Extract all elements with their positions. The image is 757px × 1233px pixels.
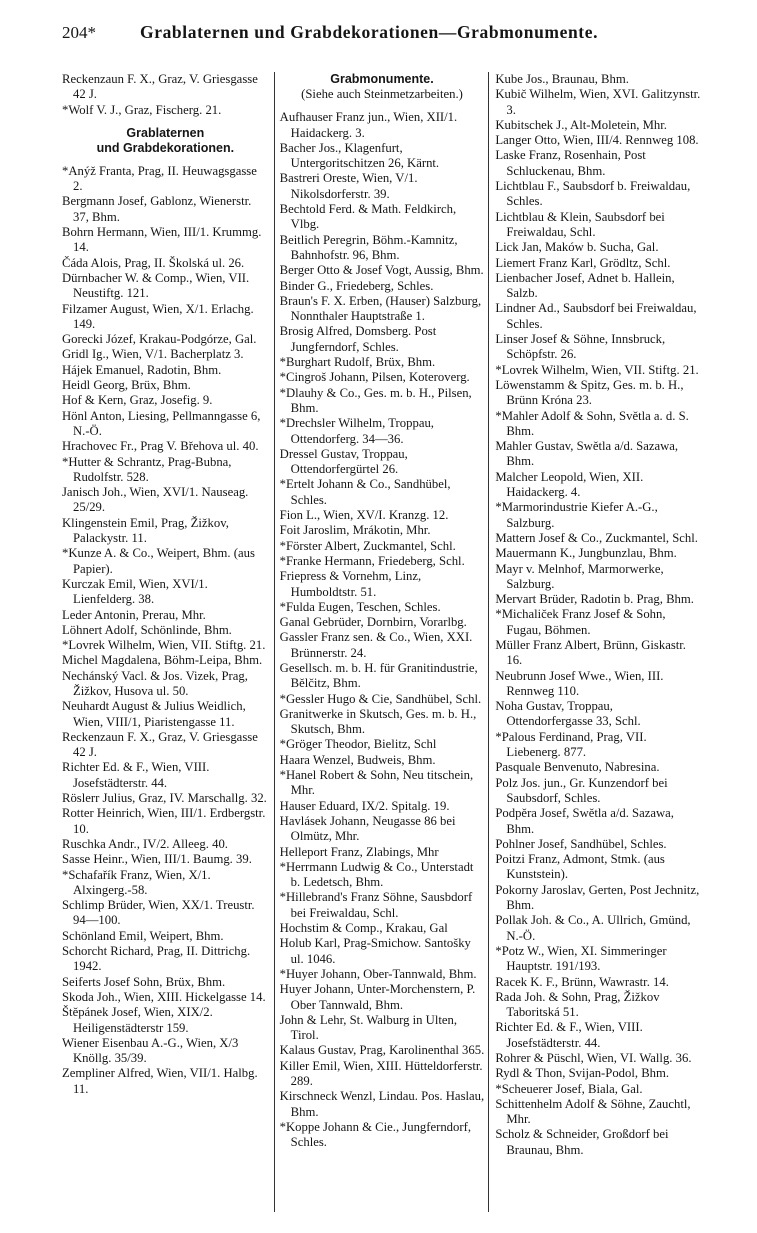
directory-entry: *Wolf V. J., Graz, Fischerg. 21.	[62, 102, 222, 117]
directory-entry: Seiferts Josef Sohn, Brüx, Bhm.	[62, 974, 226, 989]
directory-entry: *Schafařík Franz, Wien, X/1. Alxingerg.-58.	[62, 867, 211, 897]
directory-entry: Zempliner Alfred, Wien, VII/1. Halbg. 11.	[62, 1066, 258, 1096]
directory-entry: Pollak Joh. & Co., A. Ullrich, Gmünd, N.-Ö.	[495, 913, 691, 943]
directory-entry: Gassler Franz sen. & Co., Wien, XXI. Brünnerstr. 24.	[279, 630, 473, 660]
directory-entry: Gesellsch. m. b. H. für Granitindustrie, Bělčitz, Bhm.	[279, 660, 478, 691]
directory-entry: Richter Ed. & F., Wien, VIII. Josefstädterstr. 44.	[495, 1020, 643, 1050]
directory-entry: Löhnert Adolf, Schönlinde, Bhm.	[62, 622, 232, 637]
directory-entry: Kirschneck Wenzl, Lindau. Pos. Haslau, Bhm.	[279, 1089, 485, 1119]
directory-entry: Rada Joh. & Sohn, Prag, Žižkov Taboritská 51.	[495, 989, 660, 1020]
directory-entry: Kubič Wilhelm, Wien, XVI. Galitzynstr. 3.	[495, 87, 701, 117]
directory-entry: *Lovrek Wilhelm, Wien, VII. Stiftg. 21.	[62, 638, 266, 653]
directory-entry: Gridl Ig., Wien, V/1. Bacherplatz 3.	[62, 347, 244, 362]
directory-entry: Bohrn Hermann, Wien, III/1. Krummg. 14.	[62, 225, 262, 255]
right-column	[495, 72, 702, 1212]
directory-entry: Nechánský Vacl. & Jos. Vizek, Prag, Žižkov, Husova ul. 50.	[62, 668, 248, 698]
page-title: Grablaternen und Grabdekorationen—Grabmonumente.	[140, 22, 599, 42]
directory-entry: Liemert Franz Karl, Grödltz, Schl.	[495, 255, 671, 270]
directory-entry: *Potz W., Wien, XI. Simmeringer Hauptstr. 191/193.	[495, 943, 667, 974]
left-column	[62, 72, 269, 1212]
directory-entry: Bechtold Ferd. & Math. Feldkirch, Vlbg.	[279, 202, 457, 232]
directory-entry: Mervart Brüder, Radotin b. Prag, Bhm.	[495, 592, 694, 607]
section-heading-grabmonumente: Grabmonumente.	[330, 72, 434, 86]
directory-entry: Schlimp Brüder, Wien, XX/1. Treustr. 94—100.	[62, 898, 255, 928]
directory-entry: Michel Magdalena, Böhm-Leipa, Bhm.	[62, 653, 263, 668]
section-heading-grabdekorationen: und Grabdekorationen.	[96, 140, 235, 155]
directory-entry: Foit Jaroslim, Mrákotin, Mhr.	[279, 523, 431, 538]
directory-entry: Holub Karl, Prag-Smichow. Santošky ul. 1046.	[279, 936, 471, 966]
section-heading-grablaternen: Grablaternen	[126, 125, 205, 140]
directory-entry: Scholz & Schneider, Großdorf bei Braunau, Bhm.	[495, 1127, 669, 1157]
directory-entry: Rydl & Thon, Svijan-Podol, Bhm.	[495, 1066, 670, 1081]
directory-entry: Pokorny Jaroslav, Gerten, Post Jechnitz, Bhm.	[495, 882, 700, 913]
directory-entry: Mauermann K., Jungbunzlau, Bhm.	[495, 546, 677, 561]
directory-entry: Berger Otto & Josef Vogt, Aussig, Bhm.	[279, 263, 484, 278]
directory-entry: *Gessler Hugo & Cie, Sandhübel, Schl.	[279, 691, 482, 706]
columns	[62, 72, 702, 1212]
directory-entry: Beitlich Peregrin, Böhm.-Kamnitz, Bahnhofstr. 96, Bhm.	[279, 232, 458, 262]
directory-entry: Bergmann Josef, Gablonz, Wienerstr. 37, Bhm.	[62, 194, 252, 224]
directory-entry: Polz Jos. jun., Gr. Kunzendorf bei Saubsdorf, Schles.	[495, 775, 668, 805]
directory-entry: Brosig Alfred, Domsberg. Post Jungferndorf, Schles.	[279, 324, 437, 354]
directory-entry: Pasquale Benvenuto, Nabresina.	[495, 760, 660, 775]
directory-entry: Wiener Eisenbau A.-G., Wien, X/3 Knöllg. 35/39.	[62, 1035, 239, 1066]
directory-entry: Reckenzaun F. X., Graz, V. Griesgasse 42 J.	[62, 729, 258, 760]
directory-entry: Lichtblau & Klein, Saubsdorf bei Freiwaldau, Schl.	[495, 209, 665, 239]
directory-entry: Janisch Joh., Wien, XVI/1. Nauseag. 25/29.	[62, 485, 249, 515]
directory-entry: Pohlner Josef, Sandhübel, Schles.	[495, 836, 667, 851]
directory-entry: Hrachovec Fr., Prag V. Břehova ul. 40.	[62, 439, 259, 454]
directory-entry: Müller Franz Albert, Brünn, Giskastr. 16.	[495, 637, 686, 668]
directory-entry: *Koppe Johann & Cie., Jungferndorf, Schles.	[279, 1119, 471, 1150]
left-top-entries	[62, 72, 269, 118]
directory-entry: Hauser Eduard, IX/2. Spitalg. 19.	[279, 798, 450, 813]
page-header	[62, 22, 682, 43]
directory-entry: Mayr v. Melnhof, Marmorwerke, Salzburg.	[495, 561, 664, 591]
directory-entry: Braun's F. X. Erben, (Hauser) Salzburg, Nonnthaler Hauptstraße 1.	[279, 293, 482, 324]
directory-entry: *Kunze A. & Co., Weipert, Bhm. (aus Papier).	[62, 546, 255, 576]
directory-entry: Malcher Leopold, Wien, XII. Haidackerg. 4.	[495, 469, 644, 500]
directory-entry: Neuhardt August & Julius Weidlich, Wien, VIII/1, Piaristengasse 11.	[62, 699, 246, 729]
directory-entry: Heidl Georg, Brüx, Bhm.	[62, 378, 191, 393]
directory-entry: *Mahler Adolf & Sohn, Světla a. d. S. Bhm.	[495, 408, 689, 438]
directory-entry: Hönl Anton, Liesing, Pellmanngasse 6, N.-Ö.	[62, 408, 261, 438]
directory-entry: *Cingroš Johann, Pilsen, Koteroverg.	[279, 370, 470, 385]
directory-entry: Leder Antonin, Prerau, Mhr.	[62, 607, 206, 622]
directory-entry: Lick Jan, Maków b. Sucha, Gal.	[495, 240, 659, 255]
directory-entry: Haara Wenzel, Budweis, Bhm.	[279, 752, 436, 767]
left-entries	[62, 164, 269, 1097]
directory-entry: Aufhauser Franz jun., Wien, XII/1. Haidackerg. 3.	[279, 110, 458, 140]
directory-entry: John & Lehr, St. Walburg in Ulten, Tirol.	[279, 1012, 458, 1043]
directory-entry: Bacher Jos., Klagenfurt, Untergoritschitzen 26, Kärnt.	[279, 140, 440, 171]
directory-entry: *Franke Hermann, Friedeberg, Schl.	[279, 553, 465, 568]
directory-entry: *Hutter & Schrantz, Prag-Bubna, Rudolfstr. 528.	[62, 454, 232, 484]
directory-entry: Štěpánek Josef, Wien, XIX/2. Heiligenstädterstr 159.	[62, 1005, 213, 1035]
section-note: (Siehe auch Steinmetzarbeiten.)	[301, 87, 463, 101]
directory-entry: *Hillebrand's Franz Söhne, Sausbdorf bei Freiwaldau, Schl.	[279, 890, 473, 920]
directory-entry: Bastreri Oreste, Wien, V/1. Nikolsdorferstr. 39.	[279, 171, 418, 201]
directory-entry: *Ertelt Johann & Co., Sandhübel, Schles.	[279, 477, 451, 507]
directory-entry: *Dlauhy & Co., Ges. m. b. H., Pilsen, Bhm.	[279, 385, 472, 415]
directory-entry: Kalaus Gustav, Prag, Karolinenthal 365.	[279, 1043, 485, 1058]
directory-entry: Hájek Emanuel, Radotin, Bhm.	[62, 362, 222, 377]
spacer	[62, 156, 269, 164]
directory-entry: *Drechsler Wilhelm, Troppau, Ottendorferg. 34—36.	[279, 416, 434, 446]
directory-entry: Linser Josef & Söhne, Innsbruck, Schöpfstr. 26.	[495, 332, 666, 362]
directory-entry: *Fulda Eugen, Teschen, Schles.	[279, 599, 441, 614]
directory-entry: *Gröger Theodor, Bielitz, Schl	[279, 737, 437, 752]
directory-entry: Gorecki Józef, Krakau-Podgórze, Gal.	[62, 332, 257, 347]
directory-entry: Langer Otto, Wien, III/4. Rennweg 108.	[495, 133, 699, 148]
directory-entry: Helleport Franz, Zlabings, Mhr	[279, 844, 439, 859]
directory-entry: Hof & Kern, Graz, Josefig. 9.	[62, 393, 213, 408]
middle-column	[274, 72, 490, 1212]
directory-entry: Löwenstamm & Spitz, Ges. m. b. H., Brünn Króna 23.	[495, 377, 684, 408]
directory-entry: Havlásek Johann, Neugasse 86 bei Olmütz, Mhr.	[279, 813, 456, 844]
directory-entry: Dressel Gustav, Troppau, Ottendorfergürtel 26.	[279, 446, 408, 477]
directory-entry: Schittenhelm Adolf & Söhne, Zauchtl, Mhr.	[495, 1096, 691, 1127]
page-number: 204*	[62, 23, 96, 42]
directory-entry: Laske Franz, Rosenhain, Post Schluckenau, Bhm.	[495, 148, 646, 178]
directory-entry: Neubrunn Josef Wwe., Wien, III. Rennweg 110.	[495, 668, 664, 698]
directory-entry: Rotter Heinrich, Wien, III/1. Erdbergstr. 10.	[62, 806, 266, 836]
directory-entry: *Förster Albert, Zuckmantel, Schl.	[279, 538, 456, 553]
directory-entry: Binder G., Friedeberg, Schles.	[279, 278, 434, 293]
directory-entry: Schönland Emil, Weipert, Bhm.	[62, 928, 224, 943]
middle-entries	[280, 110, 485, 1150]
directory-entry: *Herrmann Ludwig & Co., Unterstadt b. Ledetsch, Bhm.	[279, 859, 474, 890]
right-entries	[495, 72, 702, 1158]
directory-entry: Kurczak Emil, Wien, XVI/1. Lienfelderg. 38.	[62, 576, 208, 607]
directory-entry: Granitwerke in Skutsch, Ges. m. b. H., Skutsch, Bhm.	[279, 706, 477, 737]
directory-entry: *Burghart Rudolf, Brüx, Bhm.	[279, 355, 436, 370]
directory-entry: Kubitschek J., Alt-Moletein, Mhr.	[495, 117, 667, 132]
directory-entry: Racek K. F., Brünn, Wawrastr. 14.	[495, 974, 669, 989]
directory-entry: Filzamer August, Wien, X/1. Erlachg. 149.	[62, 301, 254, 331]
directory-entry: Noha Gustav, Troppau, Ottendorfergasse 33, Schl.	[495, 699, 641, 729]
directory-entry: Schorcht Richard, Prag, II. Dittrichg. 1942.	[62, 944, 251, 974]
directory-entry: Mattern Josef & Co., Zuckmantel, Schl.	[495, 530, 698, 545]
directory-entry: Lindner Ad., Saubsdorf bei Freiwaldau, Schles.	[495, 301, 697, 331]
directory-entry: Lichtblau F., Saubsdorf b. Freiwaldau, Schles.	[495, 179, 691, 209]
directory-entry: *Michaliček Franz Josef & Sohn, Fugau, Böhmen.	[495, 607, 666, 637]
directory-entry: Čáda Alois, Prag, II. Školská ul. 26.	[62, 255, 245, 270]
directory-entry: Ruschka Andr., IV/2. Alleeg. 40.	[62, 836, 228, 851]
directory-entry: *Marmorindustrie Kiefer A.-G., Salzburg.	[495, 500, 658, 530]
directory-entry: Sasse Heinr., Wien, III/1. Baumg. 39.	[62, 852, 252, 867]
directory-entry: Hochstim & Comp., Krakau, Gal	[279, 921, 448, 936]
directory-entry: Klingenstein Emil, Prag, Žižkov, Palackystr. 11.	[62, 515, 229, 546]
directory-entry: Röslerr Julius, Graz, IV. Marschallg. 32.	[62, 791, 267, 806]
directory-entry: Reckenzaun F. X., Graz, V. Griesgasse 42 J.	[62, 72, 258, 102]
directory-entry: *Scheuerer Josef, Biala, Gal.	[495, 1081, 643, 1096]
directory-entry: Ganal Gebrüder, Dornbirn, Vorarlbg.	[279, 615, 467, 630]
directory-entry: *Palous Ferdinand, Prag, VII. Liebenerg. 877.	[495, 729, 647, 760]
directory-entry: Killer Emil, Wien, XIII. Hütteldorferstr. 289.	[279, 1058, 483, 1088]
directory-entry: Poitzi Franz, Admont, Stmk. (aus Kunststein).	[495, 852, 665, 882]
directory-entry: *Lovrek Wilhelm, Wien, VII. Stiftg. 21.	[495, 362, 699, 377]
directory-entry: *Huyer Johann, Ober-Tannwald, Bhm.	[279, 966, 477, 981]
directory-entry: Mahler Gustav, Swětla a/d. Sazawa, Bhm.	[495, 439, 679, 469]
spacer	[62, 118, 269, 126]
directory-entry: Friepress & Vornehm, Linz, Humboldtstr. 51.	[279, 569, 422, 599]
directory-entry: Podpěra Josef, Swětla a/d. Sazawa, Bhm.	[495, 806, 674, 836]
directory-entry: Dürnbacher W. & Comp., Wien, VII. Neustiftg. 121.	[62, 270, 250, 301]
directory-entry: *Hanel Robert & Sohn, Neu titschein, Mhr.	[279, 768, 474, 798]
directory-entry: Fion L., Wien, XV/I. Kranzg. 12.	[279, 508, 449, 523]
directory-entry: Lienbacher Josef, Adnet b. Hallein, Salzb.	[495, 270, 675, 301]
directory-entry: Rohrer & Püschl, Wien, VI. Wallg. 36.	[495, 1051, 692, 1065]
directory-entry: *Anýž Franta, Prag, II. Heuwagsgasse 2.	[62, 163, 257, 194]
directory-entry: Huyer Johann, Unter-Morchenstern, P. Ober Tannwald, Bhm.	[279, 982, 476, 1012]
directory-entry: Richter Ed. & F., Wien, VIII. Josefstädterstr. 44.	[62, 760, 210, 790]
directory-entry: Skoda Joh., Wien, XIII. Hickelgasse 14.	[62, 989, 266, 1004]
spacer	[280, 102, 485, 110]
directory-entry: Kube Jos., Braunau, Bhm.	[495, 72, 629, 86]
